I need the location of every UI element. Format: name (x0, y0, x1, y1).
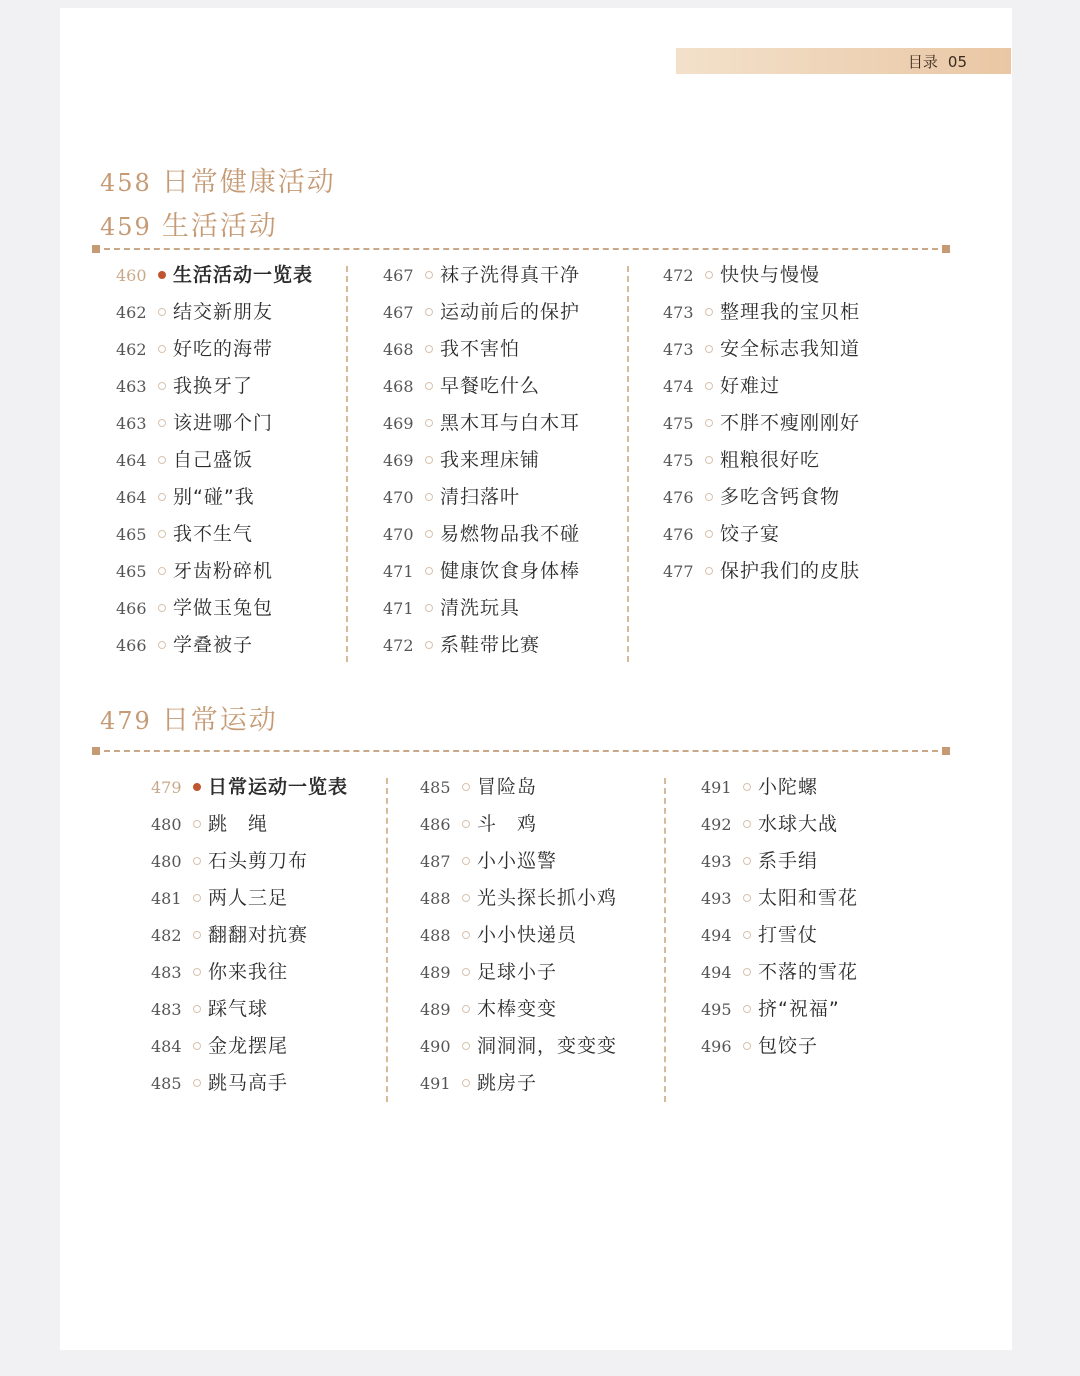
entry-title: 日常运动一览表 (208, 776, 349, 798)
bullet-icon (193, 931, 201, 939)
toc-entry[interactable] (116, 553, 313, 590)
toc-entry[interactable] (383, 590, 580, 627)
bullet-icon (425, 382, 433, 390)
bullet-icon (705, 271, 713, 279)
entry-title: 不胖不瘦刚刚好 (720, 412, 861, 434)
bullet-icon (705, 419, 713, 427)
entry-page-number: 482 (151, 926, 182, 945)
entry-page-number: 485 (420, 778, 451, 797)
toc-entry[interactable] (663, 553, 860, 590)
toc-entry[interactable] (383, 627, 580, 664)
entry-title: 光头探长抓小鸡 (477, 887, 618, 909)
section-name: 生活活动 (161, 211, 278, 242)
bullet-icon (193, 857, 201, 865)
bullet-icon (705, 456, 713, 464)
toc-entry[interactable] (701, 991, 858, 1028)
toc-entry[interactable] (116, 331, 313, 368)
entry-title: 不落的雪花 (758, 961, 859, 983)
toc-entry[interactable] (116, 405, 313, 442)
bullet-icon (193, 783, 201, 791)
bullet-icon (743, 857, 751, 865)
entry-title: 整理我的宝贝柜 (720, 301, 861, 323)
column-divider (386, 778, 388, 1102)
toc-entry[interactable] (420, 769, 617, 806)
toc-entry[interactable] (116, 627, 313, 664)
entry-title: 木棒变变 (477, 998, 558, 1020)
bullet-icon (705, 308, 713, 316)
bullet-icon (462, 857, 470, 865)
toc-entry[interactable] (420, 1028, 617, 1065)
toc-entry[interactable] (383, 257, 580, 294)
bullet-icon (462, 1042, 470, 1050)
bullet-icon (158, 308, 166, 316)
entry-page-number: 465 (116, 525, 147, 544)
entry-title: 冒险岛 (477, 776, 538, 798)
bullet-icon (425, 604, 433, 612)
entry-title: 学做玉兔包 (173, 597, 274, 619)
entry-page-number: 484 (151, 1037, 182, 1056)
toc-column-life-3 (663, 257, 860, 590)
toc-entry[interactable] (151, 1065, 348, 1102)
entry-page-number: 473 (663, 340, 694, 359)
bullet-icon (425, 530, 433, 538)
bullet-icon (743, 783, 751, 791)
toc-entry[interactable] (116, 516, 313, 553)
entry-page-number: 472 (383, 636, 414, 655)
entry-page-number: 463 (116, 377, 147, 396)
entry-page-number: 467 (383, 303, 414, 322)
entry-title: 粗粮很好吃 (720, 449, 821, 471)
entry-page-number: 469 (383, 414, 414, 433)
entry-page-number: 463 (116, 414, 147, 433)
bullet-icon (193, 820, 201, 828)
section-name: 日常健康活动 (161, 167, 336, 198)
entry-title: 石头剪刀布 (208, 850, 309, 872)
entry-page-number: 479 (151, 778, 182, 797)
toc-entry[interactable] (663, 294, 860, 331)
bullet-icon (425, 308, 433, 316)
bullet-icon (158, 345, 166, 353)
entry-title: 我来理床铺 (440, 449, 541, 471)
entry-page-number: 493 (701, 889, 732, 908)
entry-page-number: 487 (420, 852, 451, 871)
entry-title: 斗 鸡 (477, 813, 538, 835)
bullet-icon (743, 820, 751, 828)
entry-title: 小陀螺 (758, 776, 819, 798)
section-number: 458 (100, 169, 152, 197)
entry-title: 好吃的海带 (173, 338, 274, 360)
toc-entry[interactable] (383, 405, 580, 442)
entry-title: 系鞋带比赛 (440, 634, 541, 656)
section-divider (94, 750, 948, 752)
entry-page-number: 494 (701, 963, 732, 982)
entry-title: 该进哪个门 (173, 412, 274, 434)
toc-entry[interactable] (151, 917, 348, 954)
entry-title: 清洗玩具 (440, 597, 521, 619)
entry-page-number: 460 (116, 266, 147, 285)
entry-title: 洞洞洞，变变变 (477, 1035, 618, 1057)
entry-page-number: 481 (151, 889, 182, 908)
bullet-icon (705, 530, 713, 538)
entry-page-number: 471 (383, 599, 414, 618)
entry-title: 清扫落叶 (440, 486, 521, 508)
entry-title: 两人三足 (208, 887, 289, 909)
entry-title: 小小快递员 (477, 924, 578, 946)
entry-title: 足球小子 (477, 961, 558, 983)
entry-page-number: 489 (420, 1000, 451, 1019)
entry-title: 你来我往 (208, 961, 289, 983)
toc-entry[interactable] (116, 479, 313, 516)
entry-page-number: 488 (420, 926, 451, 945)
entry-title: 黑木耳与白木耳 (440, 412, 581, 434)
entry-title: 翻翻对抗赛 (208, 924, 309, 946)
entry-page-number: 468 (383, 377, 414, 396)
header-page-number: 05 (947, 53, 967, 71)
bullet-icon (705, 382, 713, 390)
entry-page-number: 486 (420, 815, 451, 834)
book-page (60, 8, 1012, 1350)
entry-page-number: 464 (116, 488, 147, 507)
toc-entry[interactable] (151, 806, 348, 843)
entry-title: 结交新朋友 (173, 301, 274, 323)
toc-entry[interactable] (701, 954, 858, 991)
entry-page-number: 466 (116, 636, 147, 655)
bullet-icon (158, 382, 166, 390)
bullet-icon (158, 456, 166, 464)
entry-page-number: 483 (151, 1000, 182, 1019)
entry-title: 打雪仗 (758, 924, 819, 946)
page-header (676, 48, 1011, 74)
bullet-icon (743, 1042, 751, 1050)
entry-page-number: 492 (701, 815, 732, 834)
toc-entry[interactable] (420, 954, 617, 991)
entry-page-number: 468 (383, 340, 414, 359)
toc-column-sport-2 (420, 769, 617, 1102)
entry-page-number: 462 (116, 340, 147, 359)
entry-title: 跳房子 (477, 1072, 538, 1094)
toc-entry[interactable] (116, 442, 313, 479)
toc-entry[interactable] (383, 442, 580, 479)
bullet-icon (705, 493, 713, 501)
entry-title: 系手绢 (758, 850, 819, 872)
entry-page-number: 489 (420, 963, 451, 982)
bullet-icon (462, 968, 470, 976)
toc-entry[interactable] (116, 368, 313, 405)
header-label: 目录 (907, 53, 938, 71)
toc-entry[interactable] (151, 954, 348, 991)
toc-entry[interactable] (663, 405, 860, 442)
entry-page-number: 480 (151, 815, 182, 834)
entry-page-number: 483 (151, 963, 182, 982)
section-name: 日常运动 (161, 705, 278, 736)
bullet-icon (193, 1005, 201, 1013)
entry-title: 运动前后的保护 (440, 301, 581, 323)
column-divider (346, 266, 348, 662)
entry-page-number: 465 (116, 562, 147, 581)
bullet-icon (193, 894, 201, 902)
column-divider (627, 266, 629, 662)
bullet-icon (425, 493, 433, 501)
bullet-icon (425, 345, 433, 353)
entry-title: 生活活动一览表 (173, 264, 314, 286)
entry-page-number: 474 (663, 377, 694, 396)
entry-title: 安全标志我知道 (720, 338, 861, 360)
bullet-icon (743, 1005, 751, 1013)
entry-page-number: 496 (701, 1037, 732, 1056)
entry-page-number: 494 (701, 926, 732, 945)
entry-page-number: 485 (151, 1074, 182, 1093)
toc-entry[interactable] (383, 479, 580, 516)
entry-page-number: 477 (663, 562, 694, 581)
entry-page-number: 475 (663, 414, 694, 433)
bullet-icon (743, 931, 751, 939)
toc-entry[interactable] (151, 1028, 348, 1065)
section-number: 459 (100, 213, 152, 241)
entry-page-number: 475 (663, 451, 694, 470)
toc-entry[interactable] (383, 368, 580, 405)
toc-entry[interactable] (663, 479, 860, 516)
toc-entry[interactable] (383, 516, 580, 553)
entry-page-number: 495 (701, 1000, 732, 1019)
entry-page-number: 470 (383, 525, 414, 544)
bullet-icon (158, 530, 166, 538)
toc-column-sport-3 (701, 769, 858, 1065)
entry-page-number: 470 (383, 488, 414, 507)
entry-title: 别“碰”我 (173, 486, 255, 508)
bullet-icon (743, 968, 751, 976)
column-divider (664, 778, 666, 1102)
bullet-icon (193, 1042, 201, 1050)
bullet-icon (193, 1079, 201, 1087)
toc-entry[interactable] (151, 769, 348, 806)
bullet-icon (158, 604, 166, 612)
bullet-icon (743, 894, 751, 902)
toc-entry[interactable] (663, 331, 860, 368)
toc-entry[interactable] (701, 1028, 858, 1065)
bullet-icon (425, 271, 433, 279)
bullet-icon (705, 345, 713, 353)
entry-page-number: 491 (420, 1074, 451, 1093)
bullet-icon (705, 567, 713, 575)
toc-entry[interactable] (420, 917, 617, 954)
entry-page-number: 466 (116, 599, 147, 618)
entry-title: 学叠被子 (173, 634, 254, 656)
entry-page-number: 493 (701, 852, 732, 871)
section-title-479[interactable] (100, 698, 278, 737)
toc-entry[interactable] (420, 806, 617, 843)
entry-page-number: 488 (420, 889, 451, 908)
entry-page-number: 490 (420, 1037, 451, 1056)
entry-title: 我换牙了 (173, 375, 254, 397)
toc-entry[interactable] (420, 991, 617, 1028)
toc-entry[interactable] (420, 880, 617, 917)
entry-page-number: 491 (701, 778, 732, 797)
toc-entry[interactable] (663, 516, 860, 553)
entry-title: 小小巡警 (477, 850, 558, 872)
bullet-icon (462, 931, 470, 939)
toc-entry[interactable] (701, 917, 858, 954)
toc-column-sport-1 (151, 769, 348, 1102)
toc-entry[interactable] (701, 843, 858, 880)
entry-title: 袜子洗得真干净 (440, 264, 581, 286)
section-title-458[interactable] (100, 160, 336, 199)
toc-entry[interactable] (383, 294, 580, 331)
toc-entry[interactable] (663, 442, 860, 479)
entry-title: 自己盛饭 (173, 449, 254, 471)
entry-page-number: 473 (663, 303, 694, 322)
bullet-icon (193, 968, 201, 976)
entry-page-number: 469 (383, 451, 414, 470)
toc-entry[interactable] (116, 257, 313, 294)
section-divider (94, 248, 948, 250)
bullet-icon (158, 567, 166, 575)
toc-column-life-2 (383, 257, 580, 664)
entry-page-number: 471 (383, 562, 414, 581)
entry-page-number: 467 (383, 266, 414, 285)
toc-entry[interactable] (420, 1065, 617, 1102)
bullet-icon (462, 894, 470, 902)
entry-title: 太阳和雪花 (758, 887, 859, 909)
entry-title: 健康饮食身体棒 (440, 560, 581, 582)
entry-page-number: 472 (663, 266, 694, 285)
entry-title: 踩气球 (208, 998, 269, 1020)
header-text (908, 51, 967, 72)
entry-title: 易燃物品我不碰 (440, 523, 581, 545)
entry-title: 我不生气 (173, 523, 254, 545)
entry-title: 保护我们的皮肤 (720, 560, 861, 582)
bullet-icon (158, 271, 166, 279)
entry-title: 我不害怕 (440, 338, 521, 360)
toc-entry[interactable] (663, 368, 860, 405)
entry-title: 水球大战 (758, 813, 839, 835)
toc-entry[interactable] (116, 294, 313, 331)
bullet-icon (462, 1079, 470, 1087)
bullet-icon (158, 641, 166, 649)
bullet-icon (158, 419, 166, 427)
toc-entry[interactable] (151, 843, 348, 880)
toc-entry[interactable] (701, 769, 858, 806)
toc-entry[interactable] (701, 880, 858, 917)
bullet-icon (462, 1005, 470, 1013)
entry-title: 跳马高手 (208, 1072, 289, 1094)
section-title-459[interactable] (100, 204, 278, 243)
entry-title: 早餐吃什么 (440, 375, 541, 397)
toc-column-life-1 (116, 257, 313, 664)
entry-title: 金龙摆尾 (208, 1035, 289, 1057)
bullet-icon (425, 641, 433, 649)
toc-entry[interactable] (116, 590, 313, 627)
bullet-icon (425, 567, 433, 575)
entry-page-number: 480 (151, 852, 182, 871)
entry-page-number: 476 (663, 488, 694, 507)
toc-entry[interactable] (151, 991, 348, 1028)
entry-title: 跳 绳 (208, 813, 269, 835)
entry-title: 包饺子 (758, 1035, 819, 1057)
toc-entry[interactable] (383, 553, 580, 590)
entry-title: 挤“祝福” (758, 998, 840, 1020)
entry-title: 多吃含钙食物 (720, 486, 841, 508)
entry-page-number: 462 (116, 303, 147, 322)
toc-entry[interactable] (701, 806, 858, 843)
bullet-icon (425, 419, 433, 427)
toc-entry[interactable] (383, 331, 580, 368)
entry-title: 快快与慢慢 (720, 264, 821, 286)
entry-title: 牙齿粉碎机 (173, 560, 274, 582)
bullet-icon (158, 493, 166, 501)
toc-entry[interactable] (663, 257, 860, 294)
entry-title: 饺子宴 (720, 523, 781, 545)
toc-entry[interactable] (151, 880, 348, 917)
section-number: 479 (100, 707, 152, 735)
bullet-icon (462, 820, 470, 828)
bullet-icon (425, 456, 433, 464)
bullet-icon (462, 783, 470, 791)
toc-entry[interactable] (420, 843, 617, 880)
entry-page-number: 464 (116, 451, 147, 470)
entry-title: 好难过 (720, 375, 781, 397)
entry-page-number: 476 (663, 525, 694, 544)
